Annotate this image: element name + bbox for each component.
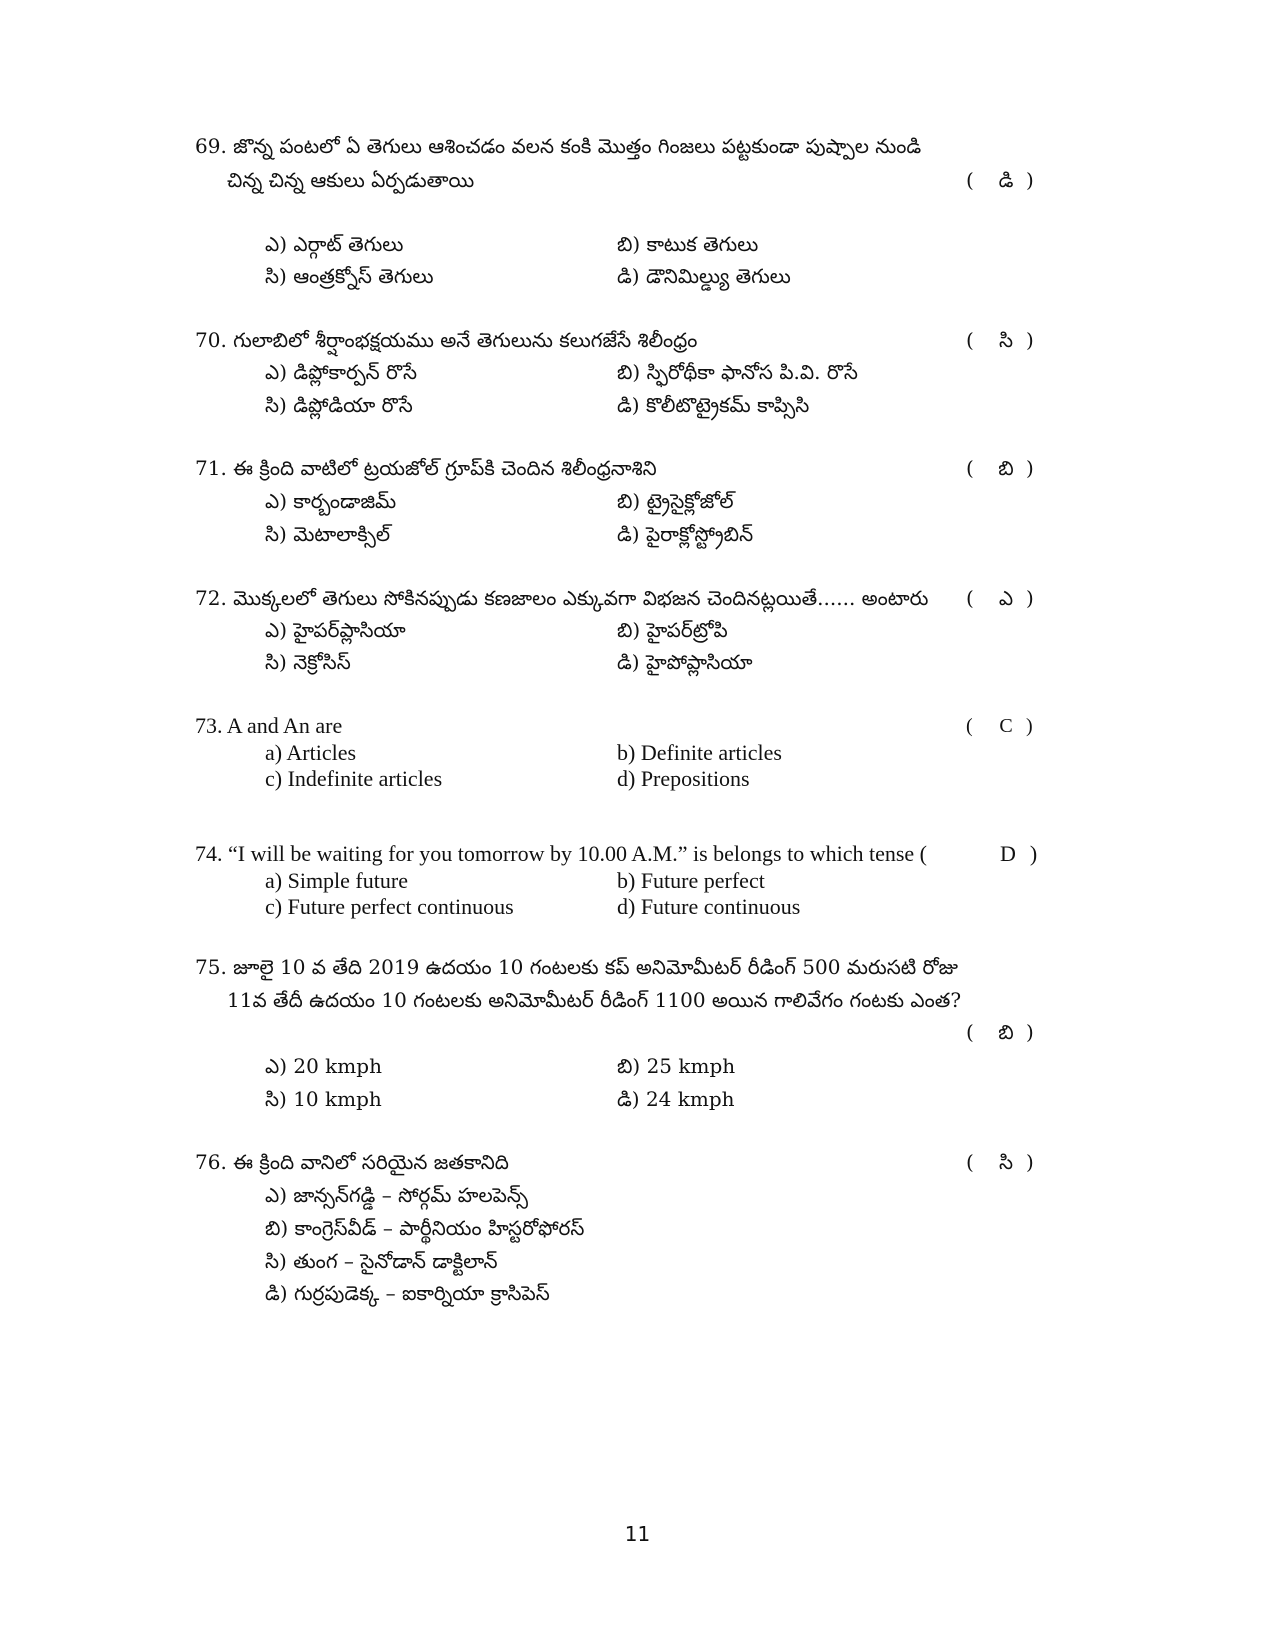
answer-value: సి xyxy=(998,328,1014,352)
question-text: 71. ఈ క్రింది వాటిలో ట్రయజోల్ గ్రూప్‌కి చెందిన శిలీంధ్రనాశిని xyxy=(195,456,657,480)
answer-value: బి xyxy=(998,1020,1014,1044)
question-text: 75. జూలై 10 వ తేది 2019 ఉదయం 10 గంటలకు కప్ అనిమోమీటర్ రీడింగ్ 500 మరుసటి రోజు xyxy=(195,955,958,979)
option-a: a) Simple future xyxy=(265,868,408,893)
option-c: c) Indefinite articles xyxy=(265,766,443,791)
option-a: ఎ) డిప్లోకార్పన్ రొసే xyxy=(265,360,418,384)
question-text: 70. గులాబిలో శీర్షాంభక్షయము అనే తెగులును కలుగజేసే శిలీంధ్రం xyxy=(195,328,698,352)
option-b: బి) స్ఫిరోథీకా ఫానోస పి.వి. రొసే xyxy=(617,360,858,384)
option-a: ఎ) జాన్సన్‌గడ్డి – సోర్గమ్ హలపెన్స్ xyxy=(265,1183,529,1207)
option-b: బి) ట్రైసైక్లోజోల్ xyxy=(617,489,734,513)
option-a: a) Articles xyxy=(265,740,357,765)
option-c: సి) తుంగ – సైనోడాన్ డాక్టిలాన్ xyxy=(265,1249,498,1273)
option-b: బి) కాంగ్రెస్‌వీడ్ – పార్థీనియం హిస్టరోఫోరస్ xyxy=(265,1216,585,1240)
question-text-continued: చిన్న చిన్న ఆకులు ఏర్పడుతాయి xyxy=(227,168,475,192)
question-text: 76. ఈ క్రింది వానిలో సరియైన జతకానిది xyxy=(195,1150,509,1174)
answer-value: డి xyxy=(998,168,1014,192)
question-text: 73. A and An are xyxy=(195,713,343,738)
option-d: డి) 24 kmph xyxy=(617,1087,735,1111)
question-text-continued: 11వ తేదీ ఉదయం 10 గంటలకు అనిమోమీటర్ రీడింగ్ 1100 అయిన గాలివేగం గంటకు ఎంత? xyxy=(227,988,962,1012)
exam-page: 69. జొన్న పంటలో ఏ తెగులు ఆశించడం వలన కంకి మొత్తం గింజలు పట్టకుండా పుష్పాల నుండి చిన్న చిన్న ఆకులు ఏర్పడుతాయి ( డి ) ఎ) ఎర్గాట్ తెగులు బి) కాటుక తెగులు సి) ఆంత్రక్నోస్ తెగులు డి) డౌనిమిల్డ్యు తెగులు 70. గులాబిలో శీర్షాంభక్షయము అనే తెగులును కలుగజేసే శిలీంధ్రం ( సి ) ఎ) డిప్లోకార్పన్ రొసే బి) స్ఫిరోథీకా ఫానోస పి.వి. రొసే సి) డిప్లోడియా రొసే డి) కొలీటొట్రైకమ్ కాప్సిసి 71. ఈ క్రింది వాటిలో ట్రయజోల్ గ్రూప్‌కి చెందిన శిలీంధ్రనాశిని ( బి ) ఎ) కార్బండాజిమ్ బి) ట్రైసైక్లోజోల్ సి) మెటాలాక్సిల్ డి) పైరాక్లోస్ట్రోబిన్ 72. మొక్కలలో తెగులు సోకినప్పుడు కణజాలం ఎక్కువగా విభజన చెందినట్లయితే...... అంటారు ( ఎ ) ఎ) హైపర్‌ప్లాసియా బి) హైపర్‌ట్రోపి సి) నెక్రోసిస్ డి) హైపోప్లాసియా 73. A and An are ( C ) a) Articles b) Definite articles c) Indefinite articles d) Prepositions 74. “I will be waiting for you tomorrow by 10.00 A.M.” is belongs to which tense ( D ) a) Simple future b) Future perfect c) Future perfect continuous d) Future continuous 75. జూలై 10 వ తేది 2019 ఉదయం 10 గంటలకు కప్ అనిమోమీటర్ రీడింగ్ 500 మరుసటి రోజు 11వ తేదీ ఉదయం 10 గంటలకు అనిమోమీటర్ రీడింగ్ 1100 అయిన గాలివేగం గంటకు ఎంత? ( బి ) ఎ) 20 kmph బి) 25 kmph సి) 10 kmph డి) 24 kmph 76. ఈ క్రింది వానిలో సరియైన జతకానిది ( సి ) ఎ) జాన్సన్‌గడ్డి – సోర్గమ్ హలపెన్స్ బి) కాంగ్రెస్‌వీడ్ – పార్థీనియం హిస్టరోఫోరస్ సి) తుంగ – సైనోడాన్ డాక్టిలాన్ డి) గుర్రపుడెక్క – ఐకార్నియా క్రాసిపెస్ 11 xyxy=(0,0,1275,1651)
option-d: డి) పైరాక్లోస్ట్రోబిన్ xyxy=(617,522,754,546)
option-c: సి) 10 kmph xyxy=(265,1087,382,1111)
question-text: 69. జొన్న పంటలో ఏ తెగులు ఆశించడం వలన కంకి మొత్తం గింజలు పట్టకుండా పుష్పాల నుండి xyxy=(195,134,922,158)
answer-value: సి xyxy=(998,1150,1014,1174)
option-c: సి) డిప్లోడియా రొసే xyxy=(265,393,413,417)
option-b: బి) కాటుక తెగులు xyxy=(617,232,759,256)
answer-key: D ) xyxy=(1000,841,1038,866)
option-c: సి) ఆంత్రక్నోస్ తెగులు xyxy=(265,264,434,288)
option-c: c) Future perfect continuous xyxy=(265,894,514,919)
option-c: సి) మెటాలాక్సిల్ xyxy=(265,522,391,546)
option-a: ఎ) హైపర్‌ప్లాసియా xyxy=(265,618,406,642)
option-b: బి) 25 kmph xyxy=(617,1054,736,1078)
answer-value: ఎ xyxy=(998,586,1014,610)
answer-value: బి xyxy=(998,456,1014,480)
answer-value: D xyxy=(1000,841,1016,866)
option-d: d) Prepositions xyxy=(617,766,750,791)
question-text: 72. మొక్కలలో తెగులు సోకినప్పుడు కణజాలం ఎక్కువగా విభజన చెందినట్లయితే...... అంటారు xyxy=(195,586,929,610)
option-d: d) Future continuous xyxy=(617,894,801,919)
option-b: b) Definite articles xyxy=(617,740,782,765)
option-d: డి) డౌనిమిల్డ్యు తెగులు xyxy=(617,264,791,288)
option-d: డి) గుర్రపుడెక్క – ఐకార్నియా క్రాసిపెస్ xyxy=(265,1281,550,1305)
option-b: b) Future perfect xyxy=(617,868,765,893)
option-a: ఎ) 20 kmph xyxy=(265,1054,382,1078)
option-d: డి) కొలీటొట్రైకమ్ కాప్సిసి xyxy=(617,393,810,417)
option-b: బి) హైపర్‌ట్రోపి xyxy=(617,618,728,642)
option-c: సి) నెక్రోసిస్ xyxy=(265,650,351,674)
answer-value: C xyxy=(999,715,1013,737)
page-number: 11 xyxy=(624,1522,651,1546)
question-text: 74. “I will be waiting for you tomorrow by 10.00 A.M.” is belongs to which tense ( xyxy=(195,841,928,866)
option-a: ఎ) కార్బండాజిమ్ xyxy=(265,489,397,513)
option-d: డి) హైపోప్లాసియా xyxy=(617,650,753,674)
option-a: ఎ) ఎర్గాట్ తెగులు xyxy=(265,232,404,256)
